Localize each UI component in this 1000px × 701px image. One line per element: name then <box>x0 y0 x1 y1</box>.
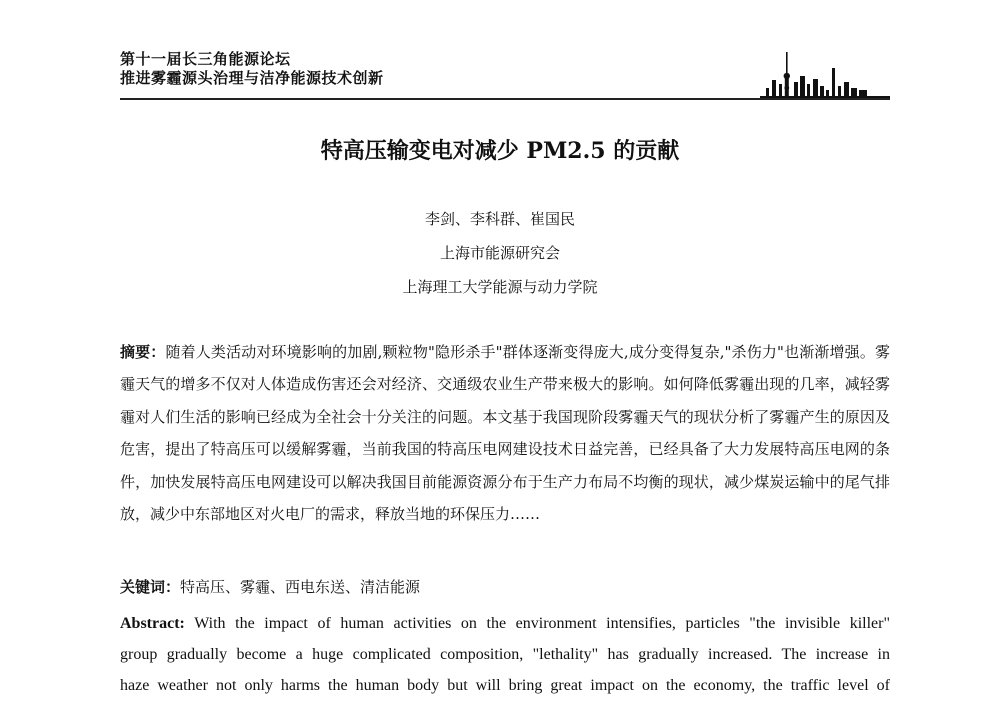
abstract-chinese <box>120 336 890 530</box>
conference-header <box>120 50 890 102</box>
keywords <box>120 576 890 597</box>
affiliation-2: 上海理工大学能源与动力学院 <box>402 278 598 296</box>
keywords-text: 特高压、雾霾、西电东送、清洁能源 <box>180 578 421 596</box>
paper-authors: 李剑、李科群、崔国民 <box>424 210 575 228</box>
keywords-label: 关键词： <box>120 578 181 596</box>
affiliation-1: 上海市能源研究会 <box>439 244 560 262</box>
abstract-en-line-3: haze weather not only harms the human body but will bring great impact on the economy, the traffic level of <box>120 677 890 694</box>
header-rule <box>120 98 890 100</box>
abstract-en-line-1: Abstract: With the impact of human activities on the environment intensifies, particles "the invisible killer" <box>120 615 890 632</box>
abstract-text: 随着人类活动对环境影响的加剧,颗粒物"隐形杀手"群体逐渐变得庞大,成分变得复杂,"杀伤力"也渐渐增强。雾霾天气的增多不仅对人体造成伤害还会对经济、交通级农业生产带来极大的影响。如何降低雾霾出现的几率，减轻雾霾对人们生活的影响已经成为全社会十分关注的问题。本文基于我国现阶段雾霾天气的现状分析了雾霾产生的原因及危害，提出了特高压可以缓解雾霾，当前我国的特高压电网建设技术日益完善，已经具备了大力发展特高压电网的条件，加快发展特高压电网建设可以解决我国目前能源资源分布于生产力布局不均衡的现状，减少煤炭运输中的尾气排放，减少中东部地区对火电厂的需求，释放当地的环保压力…… <box>120 343 890 524</box>
skyline-logo-icon <box>760 50 890 100</box>
abstract-en-label: Abstract: <box>120 615 185 632</box>
abstract-label: 摘要： <box>120 343 166 361</box>
conference-name: 第十一届长三角能源论坛 <box>120 50 291 68</box>
paper-title: 特高压输变电对减少 PM2.5 的贡献 <box>320 138 680 164</box>
abstract-en-line-2: group gradually become a huge complicated composition, "lethality" has gradually increased. The increase in <box>120 646 890 663</box>
conference-theme: 推进雾霾源头治理与洁净能源技术创新 <box>120 69 384 87</box>
abstract-english <box>120 608 890 701</box>
